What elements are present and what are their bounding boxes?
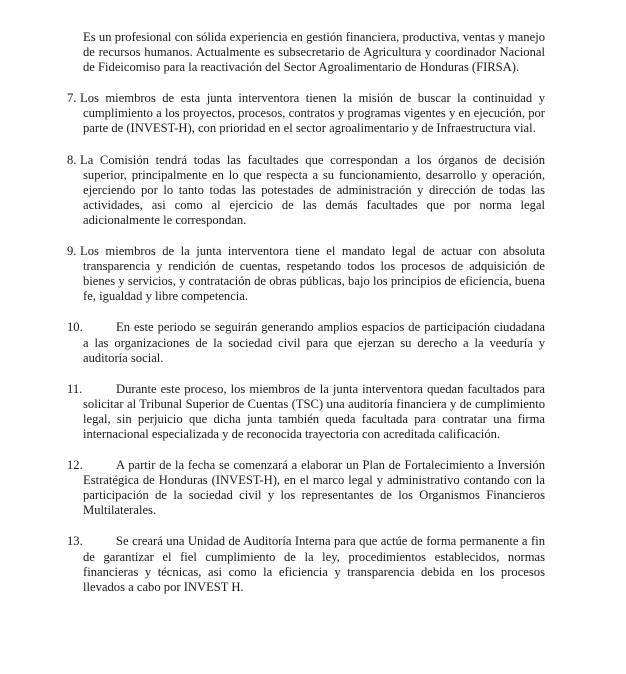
item-text: Los miembros de la junta interventora tiene el mandato legal de actuar con absoluta transparencia y rendición de cuentas, respetando todos los procesos de adquisición de bienes y servicios, y contratación de obras públicas, bajo los principios de eficiencia, buena fe, igualdad y libre competencia. — [80, 244, 545, 304]
item-text: Durante este proceso, los miembros de la junta interventora quedan facultados para solicitar al Tribunal Superior de Cuentas (TSC) una auditoría financiera y de cumplimiento legal, sin perjuicio que dicha junta también queda facultada para contratar una firma internacional especializada y de reconocida trayectoria con acreditada calificación. — [83, 381, 545, 441]
item-number: 7. — [67, 91, 77, 106]
item-number: 8. — [67, 152, 77, 167]
item-text: A partir de la fecha se comenzará a elaborar un Plan de Fortalecimiento a Inversión Estratégica de Honduras (INVEST-H), en el marco legal y administrativo contando con la participación de la sociedad civil y los representantes de los Organismos Financieros Multilaterales. — [83, 458, 545, 518]
item-number: 11. — [67, 381, 83, 396]
numbered-paragraph — [67, 534, 545, 594]
intro-paragraph: Es un profesional con sólida experiencia en gestión financiera, productiva, ventas y manejo de recursos humanos. Actualmente es subsecretario de Agricultura y coordinador Nacional de Fideicomiso para la reactivación del Sector Agroalimentario de Honduras (FIRSA). — [83, 30, 545, 75]
item-text: En este periodo se seguirán generando amplios espacios de participación ciudadana a las organizaciones de la sociedad civil para que ejerzan su derecho a la veeduría y auditoría social. — [83, 320, 545, 365]
item-number: 9. — [67, 244, 77, 259]
item-number: 13. — [67, 534, 83, 549]
numbered-item-list — [67, 91, 545, 595]
numbered-paragraph — [67, 320, 545, 365]
numbered-paragraph — [67, 91, 545, 136]
item-text: Se creará una Unidad de Auditoría Interna para que actúe de forma permanente a fin de garantizar el fiel cumplimiento de la ley, procedimientos establecidos, normas financieras y técnicas, asi como la eficiencia y transparencia debida en los procesos llevados a cabo por INVEST H. — [83, 534, 545, 594]
item-text: La Comisión tendrá todas las facultades que correspondan a los órganos de decisión superior, principalmente en lo que respecta a su funcionamiento, desarrollo y operación, ejerciendo por lo tanto todas las potestades de administración y dirección de todas las actividades, asi como al ejercicio de las demás facultades que por norma legal adicionalmente le correspondan. — [80, 152, 545, 227]
item-number: 10. — [67, 320, 83, 335]
item-text: Los miembros de esta junta interventora tienen la misión de buscar la continuidad y cumplimiento a los proyectos, procesos, contratos y programas vigentes y en ejecución, por parte de (INVEST-H), con prioridad en el sector agroalimentario y de Infraestructura vial. — [80, 91, 545, 136]
document-body — [67, 30, 545, 595]
numbered-paragraph — [67, 153, 545, 228]
numbered-paragraph — [67, 458, 545, 518]
item-number: 12. — [67, 458, 83, 473]
numbered-paragraph — [67, 382, 545, 442]
numbered-paragraph — [67, 244, 545, 304]
